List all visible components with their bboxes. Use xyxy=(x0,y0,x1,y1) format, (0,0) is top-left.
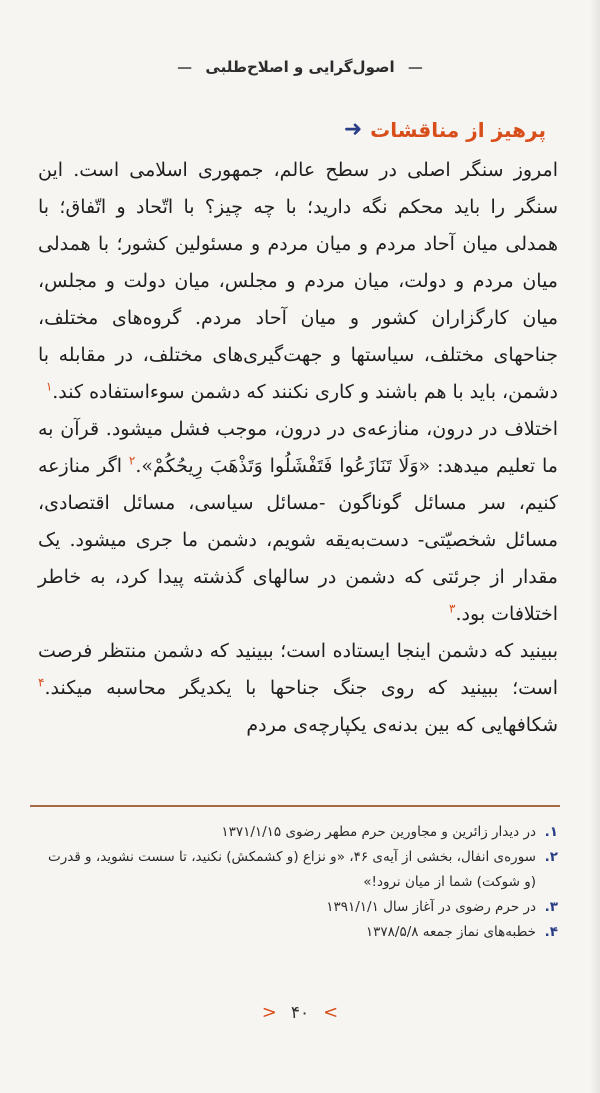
paragraph-2-text: اختلاف در درون، منازعه‌ی در درون، موجب فشل میشود. قرآن به ما تعلیم میدهد: «وَلَا تَنَازَعُوا فَتَفْشَلُوا وَتَذْهَبَ رِيحُكُمْ». xyxy=(38,418,558,477)
footnote-marker-4[interactable]: ۴ xyxy=(38,675,45,690)
footnote-text: خطبه‌های نماز جمعه ۱۳۷۸/۵/۸ xyxy=(365,924,536,940)
page-number: ۴۰ xyxy=(290,1002,310,1023)
running-header xyxy=(0,58,600,76)
arrow-left-icon: ➜ xyxy=(343,117,363,142)
footnote-1 xyxy=(38,820,558,845)
footnote-divider xyxy=(30,805,560,807)
footnote-marker-3[interactable]: ۳ xyxy=(449,601,456,616)
running-title: اصول‌گرایی و اصلاح‌طلبی xyxy=(205,58,395,76)
section-heading xyxy=(344,118,546,142)
body-text xyxy=(38,152,558,744)
footnotes xyxy=(38,820,558,945)
page-navigation xyxy=(0,1002,600,1023)
chevron-left-icon[interactable]: < xyxy=(261,1002,277,1023)
paragraph-3-text-cont: شکافهایی که بین بدنه‌ی یکپارچه‌ی مردم xyxy=(246,714,558,736)
footnote-3 xyxy=(38,895,558,920)
footnote-number: ۱. xyxy=(544,824,558,840)
section-title: پرهیز از مناقشات xyxy=(370,118,546,142)
header-dash-right: — xyxy=(407,58,423,76)
footnote-text: سوره‌ی انفال، بخشی از آیه‌ی ۴۶، «و نزاع (و کشمکش) نکنید، تا سست نشوید، و قدرت (و شوکت) شما از میان نرود!» xyxy=(48,849,536,890)
footnote-text: در حرم رضوی در آغاز سال ۱۳۹۱/۱/۱ xyxy=(326,899,536,915)
footnote-4 xyxy=(38,920,558,945)
footnote-marker-1[interactable]: ۱ xyxy=(45,379,53,394)
footnote-number: ۲. xyxy=(544,849,558,865)
paragraph-2 xyxy=(38,411,558,633)
footnote-number: ۳. xyxy=(544,899,558,915)
header-dash-left: — xyxy=(177,58,193,76)
footnote-text: در دیدار زائرین و مجاورین حرم مطهر رضوی ۱۳۷۱/۱/۱۵ xyxy=(221,824,536,840)
paragraph-3 xyxy=(38,633,558,744)
paragraph-1-text: امروز سنگر اصلی در سطح عالم، جمهوری اسلامی است. این سنگر را باید محکم نگه دارید؛ با چه چیز؟ با اتّحاد و اتّفاق؛ با همدلی میان آحاد مردم و میان مردم و مسئولین کشور؛ با همدلی میان مردم و دولت، میان مردم و مجلس، میان دولت و مجلس، میان کارگزاران کشور و میان آحاد مردم. گروه‌های مختلف، جناحهای مختلف، سیاستها و جهت‌گیری‌های مختلف، در مقابله با دشمن، باید با هم باشند و کاری نکنند که دشمن سوءاستفاده کند. xyxy=(38,159,558,403)
footnote-marker-2[interactable]: ۲ xyxy=(128,453,136,468)
footnote-2 xyxy=(38,845,558,895)
chevron-right-icon[interactable]: > xyxy=(323,1002,339,1023)
paragraph-3-text: ببینید که دشمن اینجا ایستاده است؛ ببینید که دشمن منتظر فرصت است؛ ببینید که روی جنگ جناحها با یکدیگر محاسبه میکند. xyxy=(38,640,558,699)
paragraph-2-text-cont: اگر منازعه کنیم، سر مسائل گوناگون -مسائل سیاسی، مسائل اقتصادی، مسائل شخصیّتی- دست‌به‌یقه شویم، دشمن ما جری میشود. یک مقدار از جرئتی که دشمن در سالهای گذشته پیدا کرد، به خاطر اختلافات بود. xyxy=(38,455,558,625)
footnote-number: ۴. xyxy=(544,924,558,940)
paragraph-1 xyxy=(38,152,558,411)
page-edge-shadow xyxy=(590,0,600,1093)
